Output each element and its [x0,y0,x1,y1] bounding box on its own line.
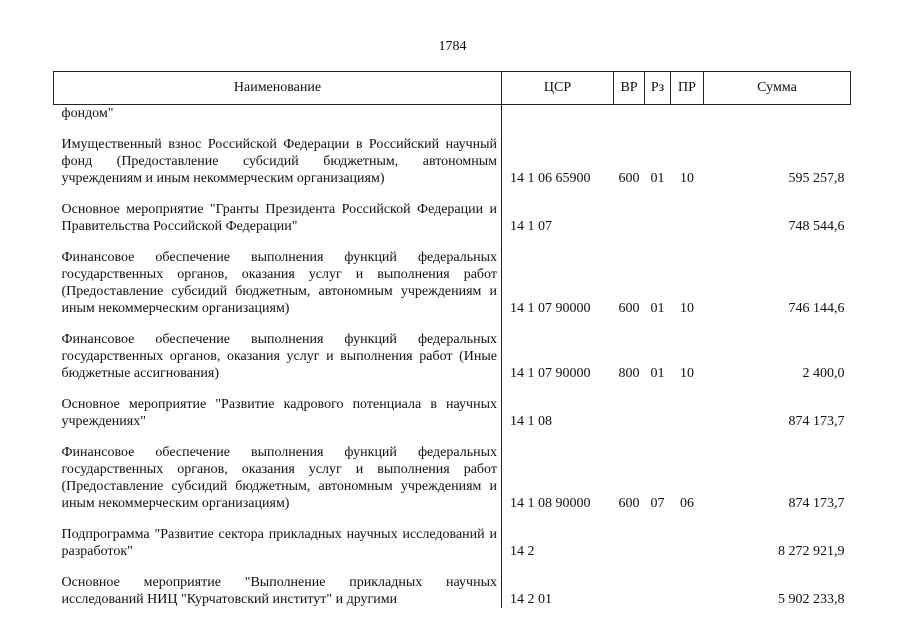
cell-pr: 10 [680,301,694,316]
table-row [54,574,851,608]
table-row [54,201,851,235]
cell-pr [671,396,704,430]
cell-name: Основное мероприятие "Выполнение прикладных научных исследований НИЦ "Курчатовский институт" и другими [54,574,502,608]
table-row [54,105,851,123]
cell-sum: 748 544,6 [788,219,845,234]
cell-name: Подпрограмма "Развитие сектора прикладных научных исследований и разработок" [54,526,502,560]
cell-name: фондом" [54,105,502,123]
cell-pr [671,526,704,560]
cell-csr: 14 1 07 90000 [510,301,591,316]
cell-vr [614,526,645,560]
cell-csr: 14 1 08 [510,414,552,429]
cell-csr: 14 1 08 90000 [510,496,591,511]
table-row [54,249,851,317]
cell-name: Основное мероприятие "Гранты Президента Российской Федерации и Правительства Российской Федерации" [54,201,502,235]
cell-vr [614,105,645,123]
table-row [54,136,851,187]
cell-rz [645,574,671,608]
header-csr: ЦСР [502,72,614,105]
cell-name: Основное мероприятие "Развитие кадрового потенциала в научных учреждениях" [54,396,502,430]
cell-name: Финансовое обеспечение выполнения функций федеральных государственных органов, оказания услуг и выполнения работ (Предоставление субсидий бюджетным, автономным учреждениям и иным некоммерческим организациям) [54,444,502,512]
cell-sum: 5 902 233,8 [778,592,845,607]
cell-pr [671,201,704,235]
table-row [54,444,851,512]
cell-sum [704,105,851,123]
cell-vr [614,201,645,235]
cell-name: Финансовое обеспечение выполнения функций федеральных государственных органов, оказания услуг и выполнения работ (Предоставление субсидий бюджетным, автономным учреждениям и иным некоммерческим организациям) [54,249,502,317]
budget-table [53,71,851,608]
cell-csr: 14 2 01 [510,592,552,607]
cell-csr: 14 1 07 [510,219,552,234]
cell-rz [645,396,671,430]
header-pr: ПР [671,72,704,105]
cell-sum: 8 272 921,9 [778,544,845,559]
table-row [54,331,851,382]
header-vr: ВР [614,72,645,105]
cell-rz: 01 [650,366,665,381]
cell-csr: 14 2 [510,544,535,559]
table-header-row [54,72,851,105]
cell-pr [671,105,704,123]
cell-rz: 07 [650,496,665,511]
cell-rz [645,201,671,235]
cell-name: Финансовое обеспечение выполнения функций федеральных государственных органов, оказания услуг и выполнения работ (Иные бюджетные ассигнования) [54,331,502,382]
cell-sum: 874 173,7 [788,414,845,429]
page-number: 1784 [438,39,467,54]
cell-sum: 874 173,7 [788,496,845,511]
cell-csr: 14 1 07 90000 [510,366,591,381]
cell-vr: 600 [618,301,640,316]
cell-vr [614,574,645,608]
cell-pr: 06 [680,496,694,511]
cell-sum: 2 400,0 [802,366,845,381]
cell-rz [645,526,671,560]
cell-vr: 800 [618,366,640,381]
cell-csr: 14 1 06 65900 [510,171,591,186]
cell-name: Имущественный взнос Российской Федерации в Российский научный фонд (Предоставление субсидий бюджетным, автономным учреждениям и иным некоммерческим организациям) [54,136,502,187]
cell-sum: 595 257,8 [788,171,845,186]
cell-vr [614,396,645,430]
header-sum: Сумма [704,72,851,105]
cell-rz: 01 [650,301,665,316]
header-name: Наименование [54,72,502,105]
cell-rz [645,105,671,123]
table-row [54,396,851,430]
cell-vr: 600 [618,496,640,511]
cell-vr: 600 [618,171,640,186]
table-row [54,526,851,560]
cell-sum: 746 144,6 [788,301,845,316]
cell-pr: 10 [680,366,694,381]
cell-pr [671,574,704,608]
cell-csr [502,105,614,123]
cell-rz: 01 [650,171,665,186]
header-rz: Рз [645,72,671,105]
cell-pr: 10 [680,171,694,186]
